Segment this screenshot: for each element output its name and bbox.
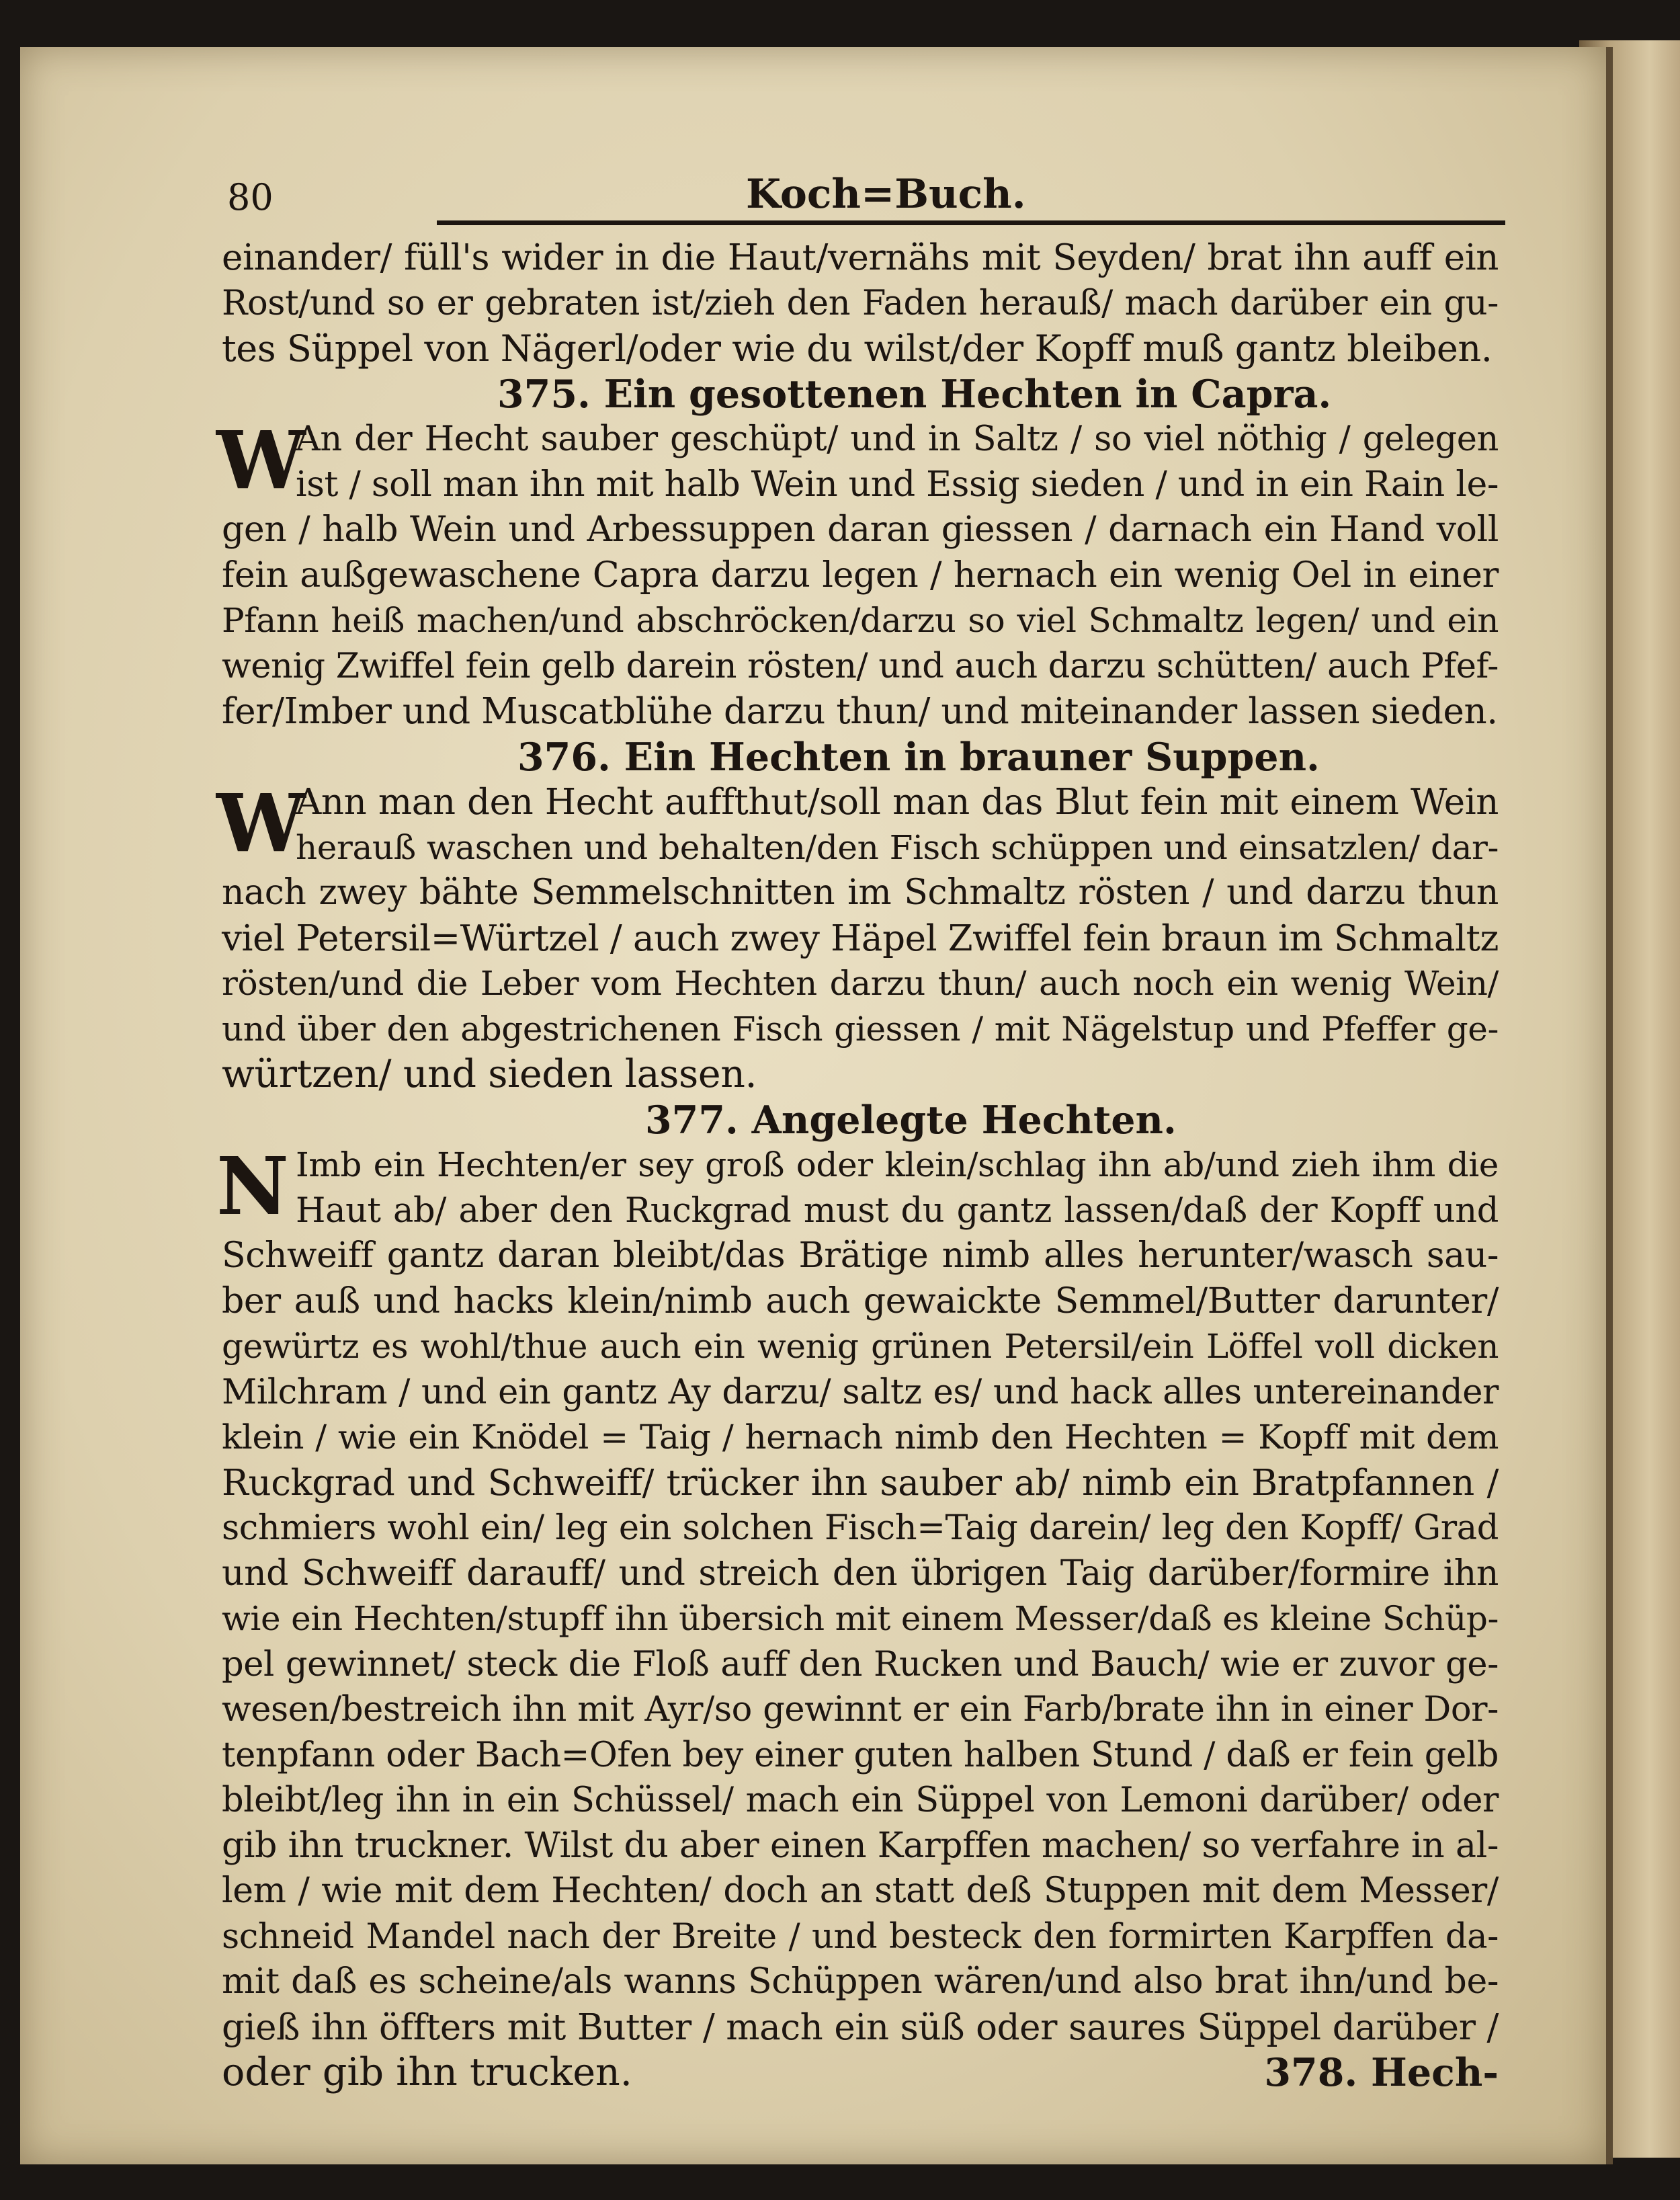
text-line: fer/Imber und Muscatblühe darzu thun/ und miteinander lassen sieden.	[222, 691, 1498, 732]
text-line: nach zwey bähte Semmelschnitten im Schmaltz rösten / und darzu thun	[222, 872, 1499, 913]
page-number: 80	[227, 176, 274, 218]
text-line: ist / soll man ihn mit halb Wein und Essig sieden / und in ein Rain le-	[296, 464, 1499, 505]
text-line: pel gewinnet/ steck die Floß auff den Rucken und Bauch/ wie er zuvor ge-	[222, 1644, 1499, 1684]
text-line: fein außgewaschene Capra darzu legen / hernach ein wenig Oel in einer	[222, 555, 1499, 596]
text-line: Haut ab/ aber den Ruckgrad must du gantz lassen/daß der Kopff und	[296, 1190, 1499, 1231]
text-line: viel Petersil=Würtzel / auch zwey Häpel Zwiffel fein braun im Schmaltz	[222, 918, 1499, 959]
text-line: wie ein Hechten/stupff ihn übersich mit einem Messer/daß es kleine Schüp-	[222, 1599, 1499, 1638]
drop-cap-initial: W	[216, 413, 306, 507]
text-line: und über den abgestrichenen Fisch giessen / mit Nägelstup und Pfeffer ge-	[222, 1009, 1499, 1049]
drop-cap-initial: N	[216, 1139, 289, 1233]
text-line: wesen/bestreich ihn mit Ayr/so gewinnt er ein Farb/brate ihn in einer Dor-	[222, 1690, 1499, 1729]
text-line: lem / wie mit dem Hechten/ doch an statt deß Stuppen mit dem Messer/	[222, 1871, 1499, 1911]
header-rule	[437, 220, 1505, 225]
text-line-content: Ann man den Hecht auffthut/soll man das Blut fein mit einem Wein	[296, 782, 1499, 823]
catchword: 378. Hech-	[1264, 2050, 1499, 2095]
final-line	[222, 2050, 1499, 2096]
text-line: wenig Zwiffel fein gelb darein rösten/ und auch darzu schütten/ auch Pfef-	[222, 646, 1499, 686]
text-line: schneid Mandel nach der Breite / und besteck den formirten Karpffen da-	[222, 1916, 1499, 1957]
recipe-heading-375: 375. Ein gesottenen Hechten in Capra.	[497, 371, 1332, 417]
text-line: bleibt/leg ihn in ein Schüssel/ mach ein Süppel von Lemoni darüber/ oder	[222, 1781, 1499, 1820]
text-line: und Schweiff darauff/ und streich den übrigen Taig darüber/formire ihn	[222, 1553, 1499, 1594]
body-text	[216, 235, 1499, 2096]
text-line: Pfann heiß machen/und abschröcken/darzu so viel Schmaltz legen/ und ein	[222, 601, 1499, 640]
text-line: gieß ihn öffters mit Butter / mach ein süß oder saures Süppel darüber /	[222, 2006, 1499, 2048]
text-line: Rost/und so er gebraten ist/zieh den Faden herauß/ mach darüber ein gu-	[222, 283, 1499, 323]
text-line: klein / wie ein Knödel = Taig / hernach nimb den Hechten = Kopff mit dem	[222, 1418, 1499, 1457]
text-line: gib ihn truckner. Wilst du aber einen Karpffen machen/ so verfahre in al-	[222, 1825, 1499, 1866]
text-line: mit daß es scheine/als wanns Schüppen wären/und also brat ihn/und be-	[222, 1961, 1499, 2002]
text-line: würtzen/ und sieden lassen.	[222, 1052, 757, 1096]
recipe-heading-377: 377. Angelegte Hechten.	[645, 1097, 1177, 1143]
text-line: herauß waschen und behalten/den Fisch schüppen und einsatzlen/ dar-	[296, 827, 1499, 867]
running-title: Koch=Buch.	[746, 171, 1026, 218]
text-line: gen / halb Wein und Arbessuppen daran giessen / darnach ein Hand voll	[222, 510, 1499, 550]
text-line: Schweiff gantz daran bleibt/das Brätige nimb alles herunter/wasch sau-	[222, 1235, 1499, 1276]
drop-cap-initial: W	[216, 776, 306, 870]
text-line: gewürtz es wohl/thue auch ein wenig grünen Petersil/ein Löffel voll dicken	[222, 1327, 1499, 1366]
text-line-content: Imb ein Hechten/er sey groß oder klein/schlag ihn ab/und zieh ihm die	[296, 1145, 1499, 1184]
running-head	[222, 161, 1499, 218]
text-line: Milchram / und ein gantz Ay darzu/ saltz es/ und hack alles untereinander	[222, 1372, 1499, 1412]
text-line: tes Süppel von Nägerl/oder wie du wilst/der Kopff muß gantz bleiben.	[222, 327, 1493, 370]
text-line-content: An der Hecht sauber geschüpt/ und in Saltz / so viel nöthig / gelegen	[296, 419, 1499, 459]
text-line: einander/ füll's wider in die Haut/vernähs mit Seyden/ brat ihn auff ein	[222, 237, 1499, 278]
text-line: rösten/und die Leber vom Hechten darzu thun/ auch noch ein wenig Wein/	[222, 964, 1499, 1003]
text-line: schmiers wohl ein/ leg ein solchen Fisch=Taig darein/ leg den Kopff/ Grad	[222, 1508, 1499, 1548]
page	[20, 47, 1613, 2164]
recipe-heading-376: 376. Ein Hechten in brauner Suppen.	[517, 734, 1320, 780]
text-line: Ruckgrad und Schweiff/ trücker ihn sauber ab/ nimb ein Bratpfannen /	[222, 1462, 1499, 1504]
text-line: tenpfann oder Bach=Ofen bey einer guten halben Stund / daß er fein gelb	[222, 1735, 1499, 1775]
text-line: ber auß und hacks klein/nimb auch gewaickte Semmel/Butter darunter/	[222, 1280, 1499, 1321]
page-content	[216, 161, 1499, 2096]
last-text-line: oder gib ihn trucken.	[222, 2050, 632, 2094]
